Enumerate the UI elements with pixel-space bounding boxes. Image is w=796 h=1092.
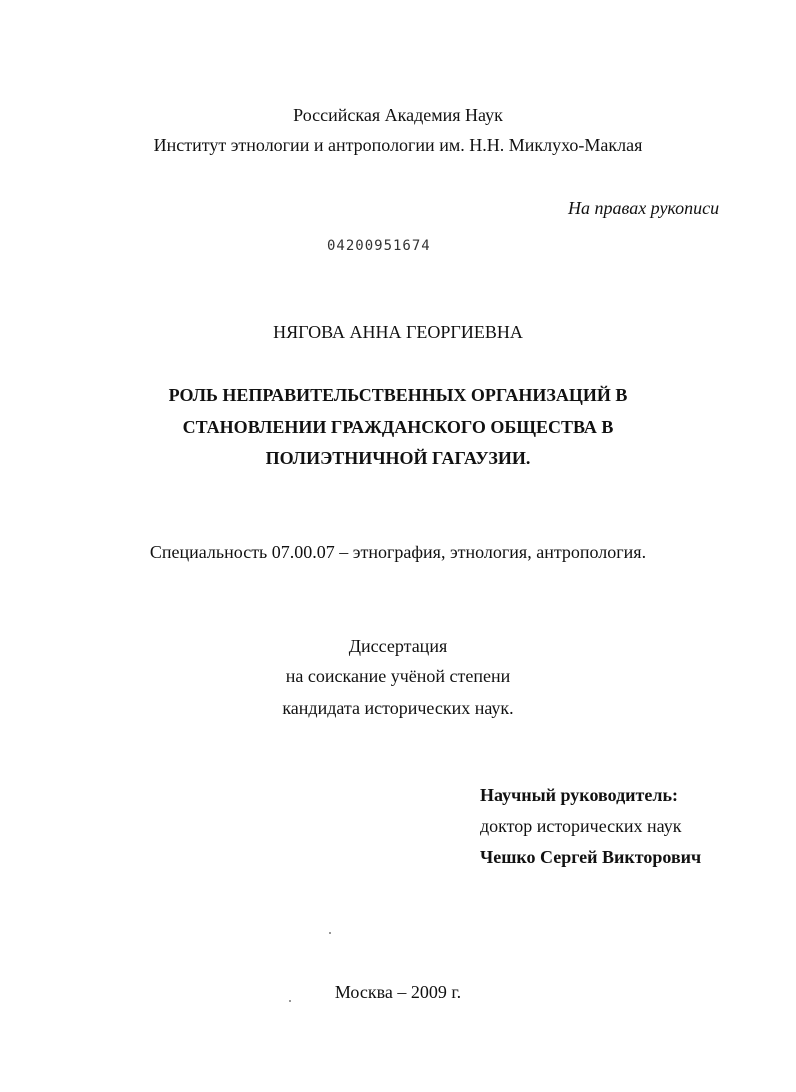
supervisor-degree: доктор исторических наук [480, 816, 682, 836]
specialty: Специальность 07.00.07 – этнография, этнология, антропология. [149, 542, 647, 562]
academy-name: Российская Академия Наук [293, 105, 503, 125]
supervisor-label: Научный руководитель: [480, 785, 678, 805]
institute-name: Институт этнологии и антропологии им. Н.Н. Миклухо-Маклая [153, 135, 643, 155]
city-year: Москва – 2009 г. [334, 982, 462, 1002]
title-line-2: СТАНОВЛЕНИИ ГРАЖДАНСКОГО ОБЩЕСТВА В [182, 417, 614, 437]
dissertation-label: Диссертация [348, 636, 448, 656]
manuscript-note: На правах рукописи [568, 198, 720, 218]
scan-speck [329, 932, 331, 934]
degree-purpose: на соискание учёной степени [285, 666, 511, 686]
author-name: НЯГОВА АННА ГЕОРГИЕВНА [273, 322, 523, 342]
degree-name: кандидата исторических наук. [282, 698, 514, 718]
title-line-3: ПОЛИЭТНИЧНОЙ ГАГАУЗИИ. [265, 448, 531, 468]
supervisor-name: Чешко Сергей Викторович [480, 847, 702, 867]
catalog-number-stamp: 04200951674 [327, 238, 431, 254]
title-line-1: РОЛЬ НЕПРАВИТЕЛЬСТВЕННЫХ ОРГАНИЗАЦИЙ В [168, 385, 628, 405]
